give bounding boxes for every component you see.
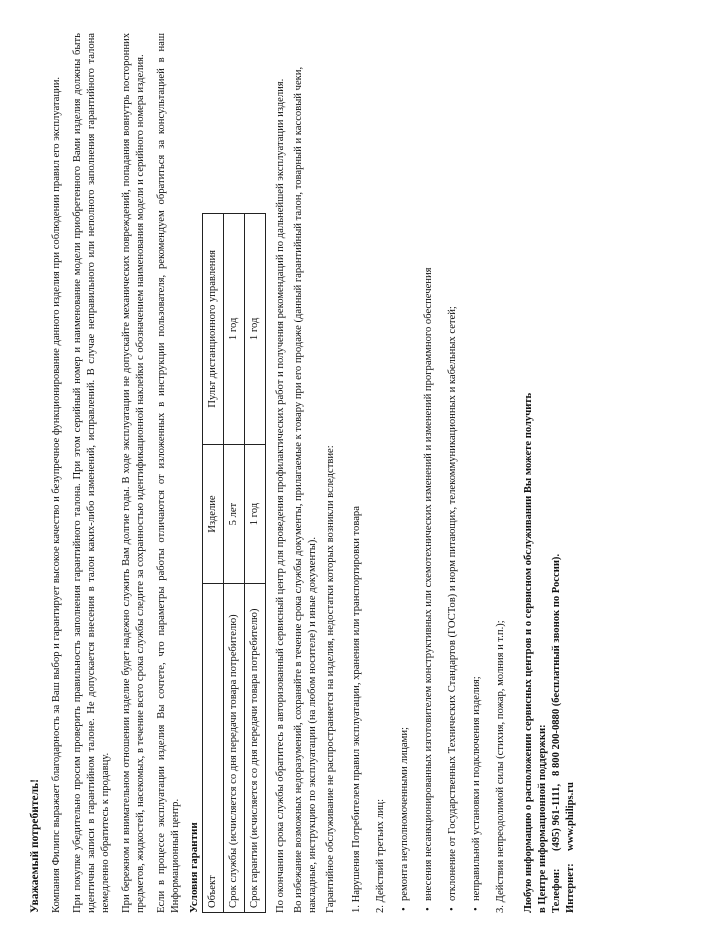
consultation-paragraph: Если в процессе эксплуатации изделия Вы сочтете, что параметры работы отличаются от изложенных в инструкции пользователя, рекомендуем обратиться за консультацией в наш Информационный центр. bbox=[155, 33, 181, 913]
document-content bbox=[28, 33, 578, 913]
documents-paragraph: Во избежание возможных недоразумений, сохраняйте в течение срока службы документы, прилагаемые к товару при его продаже (данный гарантийный талон, товарный и кассовый чеки, накладные, инструкцию по эксплуатации (на любом носителе) и иные документы). bbox=[293, 66, 319, 913]
phone-row bbox=[550, 33, 564, 913]
exclusion-item-2: 2. Действий третьих лиц: bbox=[375, 798, 387, 913]
table-cell: 1 год bbox=[245, 444, 266, 584]
intro-paragraph: Компания Филипс выражает благодарность за Ваш выбор и гарантирует высокое качество и безупречное функционирование данного изделия при соблюдении правил его эксплуатации. bbox=[51, 76, 63, 913]
purchase-paragraph: При покупке убедительно просим проверить правильность заполнения гарантийного талона. При этом серийный номер и наименование модели приобретенного Вами изделия должны быть идентичны записи в гарантийном талоне. Не допускается внесения в талон каких-либо изменений, исправлений. В случае неправильного или неполного заполнения гарантийного талона немедленно обратитесь к продавцу. bbox=[72, 33, 112, 913]
web-label: Интернет: bbox=[564, 863, 576, 913]
phone-label: Телефон: bbox=[550, 868, 562, 913]
exclusion-item-1: 1. Нарушения Потребителем правил эксплуатации, хранения или транспортировки товара bbox=[351, 506, 363, 913]
contact-line-2: в Центре информационной поддержки: bbox=[536, 724, 548, 913]
list-item: • внесения несанкционированных изготовителем конструктивных или схемотехнических изменений и изменений программного обеспечения bbox=[422, 33, 436, 913]
table-header-object: Объект bbox=[203, 584, 224, 913]
end-of-service-paragraph: По окончании срока службы обратитесь в авторизованный сервисный центр для проведения профилактических работ и получения рекомендаций по дальнейшей эксплуатации изделия. bbox=[275, 78, 287, 913]
list-item: • неправильной установки и подключения изделия; bbox=[470, 33, 484, 913]
table-cell: 1 год bbox=[245, 214, 266, 445]
exclusions-intro: Гарантийное обслуживание не распространяется на изделия, недостатки которых возникли вследствие: bbox=[325, 445, 337, 913]
table-cell: Срок службы (исчисляется со дня передачи товара потребителю) bbox=[224, 584, 245, 913]
table-header-remote: Пульт дистанционного управления bbox=[203, 214, 224, 445]
document-title: Уважаемый потребитель! bbox=[29, 779, 41, 913]
table-cell: Срок гарантии (исчисляется со дня передачи товара потребителю) bbox=[245, 584, 266, 913]
table-row bbox=[224, 214, 245, 913]
third-party-list bbox=[398, 33, 484, 913]
table-cell: 1 год bbox=[224, 214, 245, 445]
exclusion-item-3: 3. Действия непреодолимой силы (стихия, пожар, молния и т.п.); bbox=[495, 620, 507, 913]
exclusions-list bbox=[350, 33, 508, 913]
phone-value: (495) 961-1111, 8 800 200-0880 (бесплатный звонок по России). bbox=[550, 553, 562, 851]
list-item: • отклонение от Государственных Технических Стандартов (ГОСТов) и норм питающих, телекоммуникационных и кабельных сетей; bbox=[446, 33, 460, 913]
contact-block bbox=[522, 33, 578, 913]
care-paragraph: При бережном и внимательном отношении изделие будет надежно служить Вам долгие годы. В ходе эксплуатации не допускайте механических повреждений, попадания вовнутрь посторонних предметов, жидкостей, насекомых, в течение всего срока службы следите за сохранностью идентификационной наклейки с обозначением наименования модели и серийного номера изделия. bbox=[121, 33, 147, 913]
web-link[interactable]: www.philips.ru bbox=[564, 782, 576, 851]
table-header-product: Изделие bbox=[203, 444, 224, 584]
table-header-row bbox=[203, 214, 224, 913]
contact-line-1: Любую информацию о расположении сервисных центров и о сервисном обслуживании Вы можете получить bbox=[523, 392, 534, 913]
web-row bbox=[564, 33, 578, 913]
conditions-heading: Условия гарантии bbox=[187, 822, 200, 913]
list-item: • ремонта неуполномоченными лицами; bbox=[398, 33, 412, 913]
table-cell: 5 лет bbox=[224, 444, 245, 584]
warranty-table bbox=[202, 213, 266, 913]
table-row bbox=[245, 214, 266, 913]
